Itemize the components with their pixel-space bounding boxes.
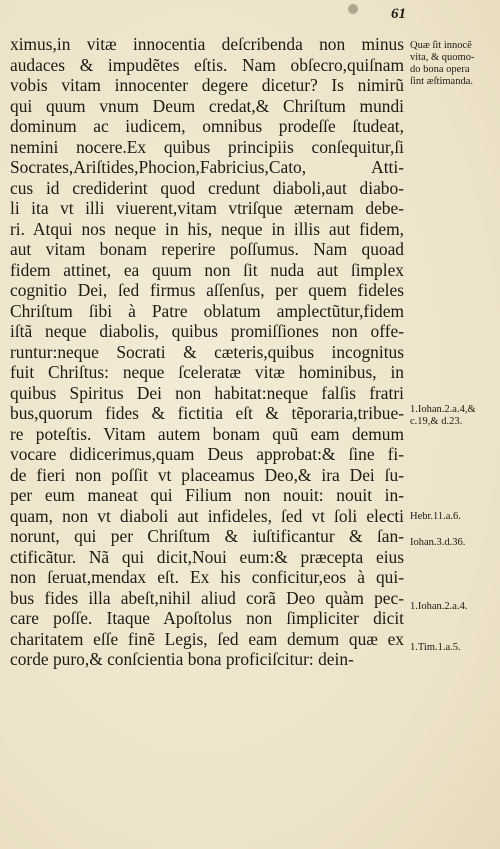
text-line: bus fides illa abeſt,nihil aliud corã Deo quàm pec- [10,587,404,608]
text-line: cus id crediderint quod credunt diaboli,aut diabo- [10,177,404,198]
text-line: runtur:neque Socrati & cæteris,quibus incognitus [10,341,404,362]
margin-note-reference: Iohan.3.d.36. [410,537,466,548]
margin-note-reference: 1.Tim.1.a.5. [410,642,461,653]
margin-note-summary: Quæ ſit innocẽ vita, & quomo- do bona opera ſint æſtimanda. [410,40,475,87]
text-line: li ita vt illi viuerent,vitam vtriſque æternam debe- [10,198,404,218]
text-line: aut vitam bonam reperire poſſumus. Nam quoad [10,239,404,259]
text-line: norunt, qui per Chriſtum & iuſtificantur & ſan- [10,526,404,546]
text-line: quam, non vt diaboli aut infideles, ſed vt ſoli electi [10,505,404,526]
text-line: bus,quorum fides & fictitia eſt & tẽporaria,tribue- [10,403,404,423]
text-line: per eum maneat qui Filium non nouit: nouit in- [10,485,404,505]
text-line: ctificãtur. Nã qui dicit,Noui eum:& præcepta eius [10,546,404,567]
text-line: non ſeruat,mendax eſt. Ex his conficitur,eos à qui- [10,567,404,587]
ink-spot [348,4,358,14]
margin-note-reference: 1.Iohan.2.a.4,& c.19,& d.23. [410,404,476,427]
text-line: fuit Chriſtus: neque ſceleratæ vitæ hominibus, in [10,362,404,382]
text-line: ri. Atqui nos neque in his, neque in illis aut fidem, [10,218,404,239]
text-line: cognitio Dei, ſed firmus aſſenſus, per quem fideles [10,280,404,300]
text-line: re poteſtis. Vitam autem bonam quũ eam demum [10,423,404,444]
text-line: quibus Spiritus Dei non habitat:neque falſis fratri [10,382,404,403]
text-line: corde puro,& conſcientia bona proficiſcitur: dein- [10,649,354,669]
text-line: vocare didicerimus,quam Deus approbat:& ſine fi- [10,444,404,464]
body-text [10,34,404,670]
text-line: iſtã neque diabolis, quibus promiſſiones non offe- [10,321,404,341]
text-line: fidem attinet, ea quum non ſit nuda aut ſimplex [10,259,404,280]
text-line: vobis vitam innocenter degere dicetur? Is nimirũ [10,75,404,95]
text-line: ximus,in vitæ innocentia deſcribenda non minus [10,34,404,54]
text-line: Socrates,Ariſtides,Phocion,Fabricius,Cato, Atti- [10,157,404,177]
margin-note-reference: 1.Iohan.2.a.4. [410,601,468,612]
text-line: qui quum vnum Deum credat,& Chriſtum mundi [10,95,404,116]
text-line: dominum ac iudicem, omnibus prodeſſe ſtudeat, [10,116,404,136]
text-line: de fieri non poſſit vt placeamus Deo,& ira Dei ſu- [10,464,404,485]
text-line: nemini nocere.Ex quibus principiis conſequitur,ſi [10,136,404,157]
text-line: Chriſtum ſibi à Patre oblatum amplectũtur,fidem [10,300,404,321]
margin-note-reference: Hebr.11.a.6. [410,511,461,522]
text-line: care poſſe. Itaque Apoſtolus non ſimpliciter dicit [10,608,404,628]
text-line: charitatem eſſe finẽ Legis, ſed eam demum quæ ex [10,628,404,649]
page-number: 61 [391,6,406,22]
text-line: audaces & impudẽtes eſtis. Nam obſecro,quiſnam [10,54,404,75]
